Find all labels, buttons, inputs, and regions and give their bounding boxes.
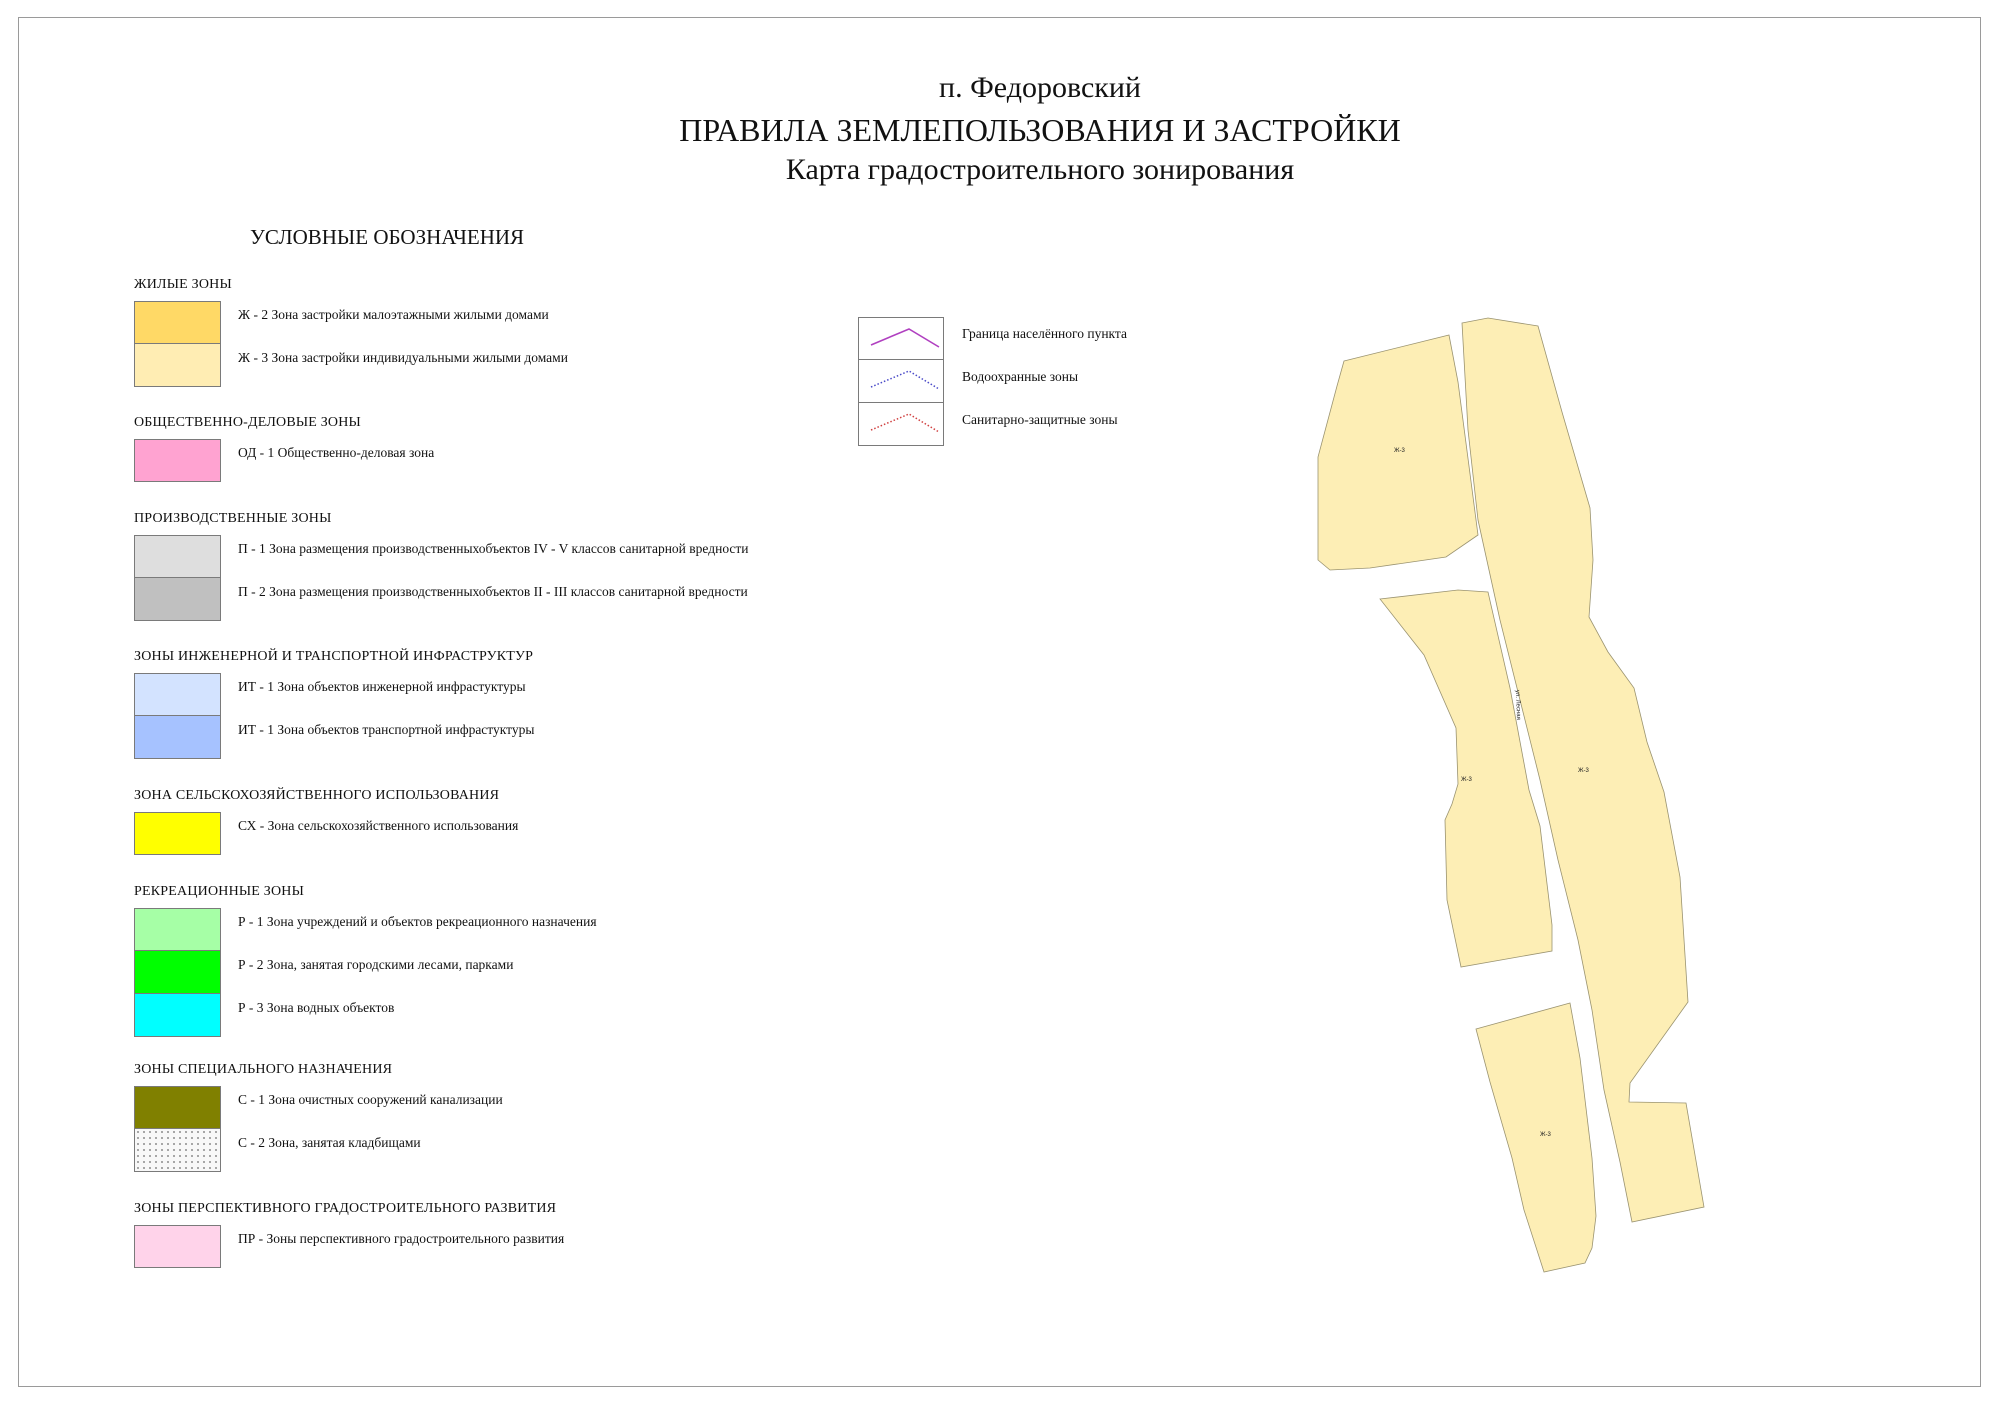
legend-item-label: Ж - 2 Зона застройки малоэтажными жилыми домами <box>238 307 549 322</box>
legend-item-label: Р - 3 Зона водных объектов <box>238 1000 395 1015</box>
line-legend-label: Граница населённого пункта <box>962 326 1127 341</box>
legend-item-label: ПР - Зоны перспективного градостроительного развития <box>238 1231 565 1246</box>
line-legend-label: Водоохранные зоны <box>962 369 1079 384</box>
legend-item-label: Р - 1 Зона учреждений и объектов рекреационного назначения <box>238 914 597 929</box>
legend-item-label: П - 1 Зона размещения производственныхобъектов IV - V классов санитарной вредности <box>238 541 749 556</box>
legend-group-label: ОБЩЕСТВЕННО-ДЕЛОВЫЕ ЗОНЫ <box>134 415 361 430</box>
zone-block-south[interactable] <box>1476 1003 1596 1272</box>
zone-label: Ж-3 <box>1461 777 1472 783</box>
zone-label: Ж-3 <box>1578 768 1589 774</box>
legend-group-label: ЗОНА СЕЛЬСКОХОЗЯЙСТВЕННОГО ИСПОЛЬЗОВАНИЯ <box>134 788 500 803</box>
legend-group-label: ПРОИЗВОДСТВЕННЫЕ ЗОНЫ <box>134 511 332 526</box>
legend-item-label: ОД - 1 Общественно-деловая зона <box>238 445 435 460</box>
legend-item-label: СХ - Зона сельскохозяйственного использования <box>238 818 519 833</box>
document-title: ПРАВИЛА ЗЕМЛЕПОЛЬЗОВАНИЯ И ЗАСТРОЙКИ <box>679 112 1401 148</box>
legend-item-label: Ж - 3 Зона застройки индивидуальными жилыми домами <box>238 350 568 365</box>
legend-item-label: С - 1 Зона очистных сооружений канализации <box>238 1092 503 1107</box>
settlement-title: п. Федоровский <box>939 71 1141 104</box>
map-subtitle: Карта градостроительного зонирования <box>785 153 1295 186</box>
legend-heading: УСЛОВНЫЕ ОБОЗНАЧЕНИЯ <box>250 225 525 249</box>
street-label: ул. Лесная <box>1514 689 1522 720</box>
zone-label: Ж-3 <box>1540 1132 1551 1138</box>
legend-item-label: ИТ - 1 Зона объектов инженерной инфрастуктуры <box>238 679 526 694</box>
legend-group-label: ЗОНЫ ПЕРСПЕКТИВНОГО ГРАДОСТРОИТЕЛЬНОГО РАЗВИТИЯ <box>134 1201 557 1216</box>
legend-item-label: ИТ - 1 Зона объектов транспортной инфрастуктуры <box>238 722 535 737</box>
legend-item-label: Р - 2 Зона, занятая городскими лесами, парками <box>238 957 514 972</box>
legend-group-label: ЖИЛЫЕ ЗОНЫ <box>134 277 232 292</box>
legend-group-label: ЗОНЫ ИНЖЕНЕРНОЙ И ТРАНСПОРТНОЙ ИНФРАСТРУКТУР <box>134 649 534 664</box>
legend-group-label: ЗОНЫ СПЕЦИАЛЬНОГО НАЗНАЧЕНИЯ <box>134 1062 393 1077</box>
zone-label: Ж-3 <box>1394 448 1405 454</box>
legend-item-label: С - 2 Зона, занятая кладбищами <box>238 1135 421 1150</box>
line-legend-label: Санитарно-защитные зоны <box>962 412 1118 427</box>
legend-group-label: РЕКРЕАЦИОННЫЕ ЗОНЫ <box>134 884 304 899</box>
legend-item-label: П - 2 Зона размещения производственныхобъектов II - III классов санитарной вредности <box>238 584 748 599</box>
